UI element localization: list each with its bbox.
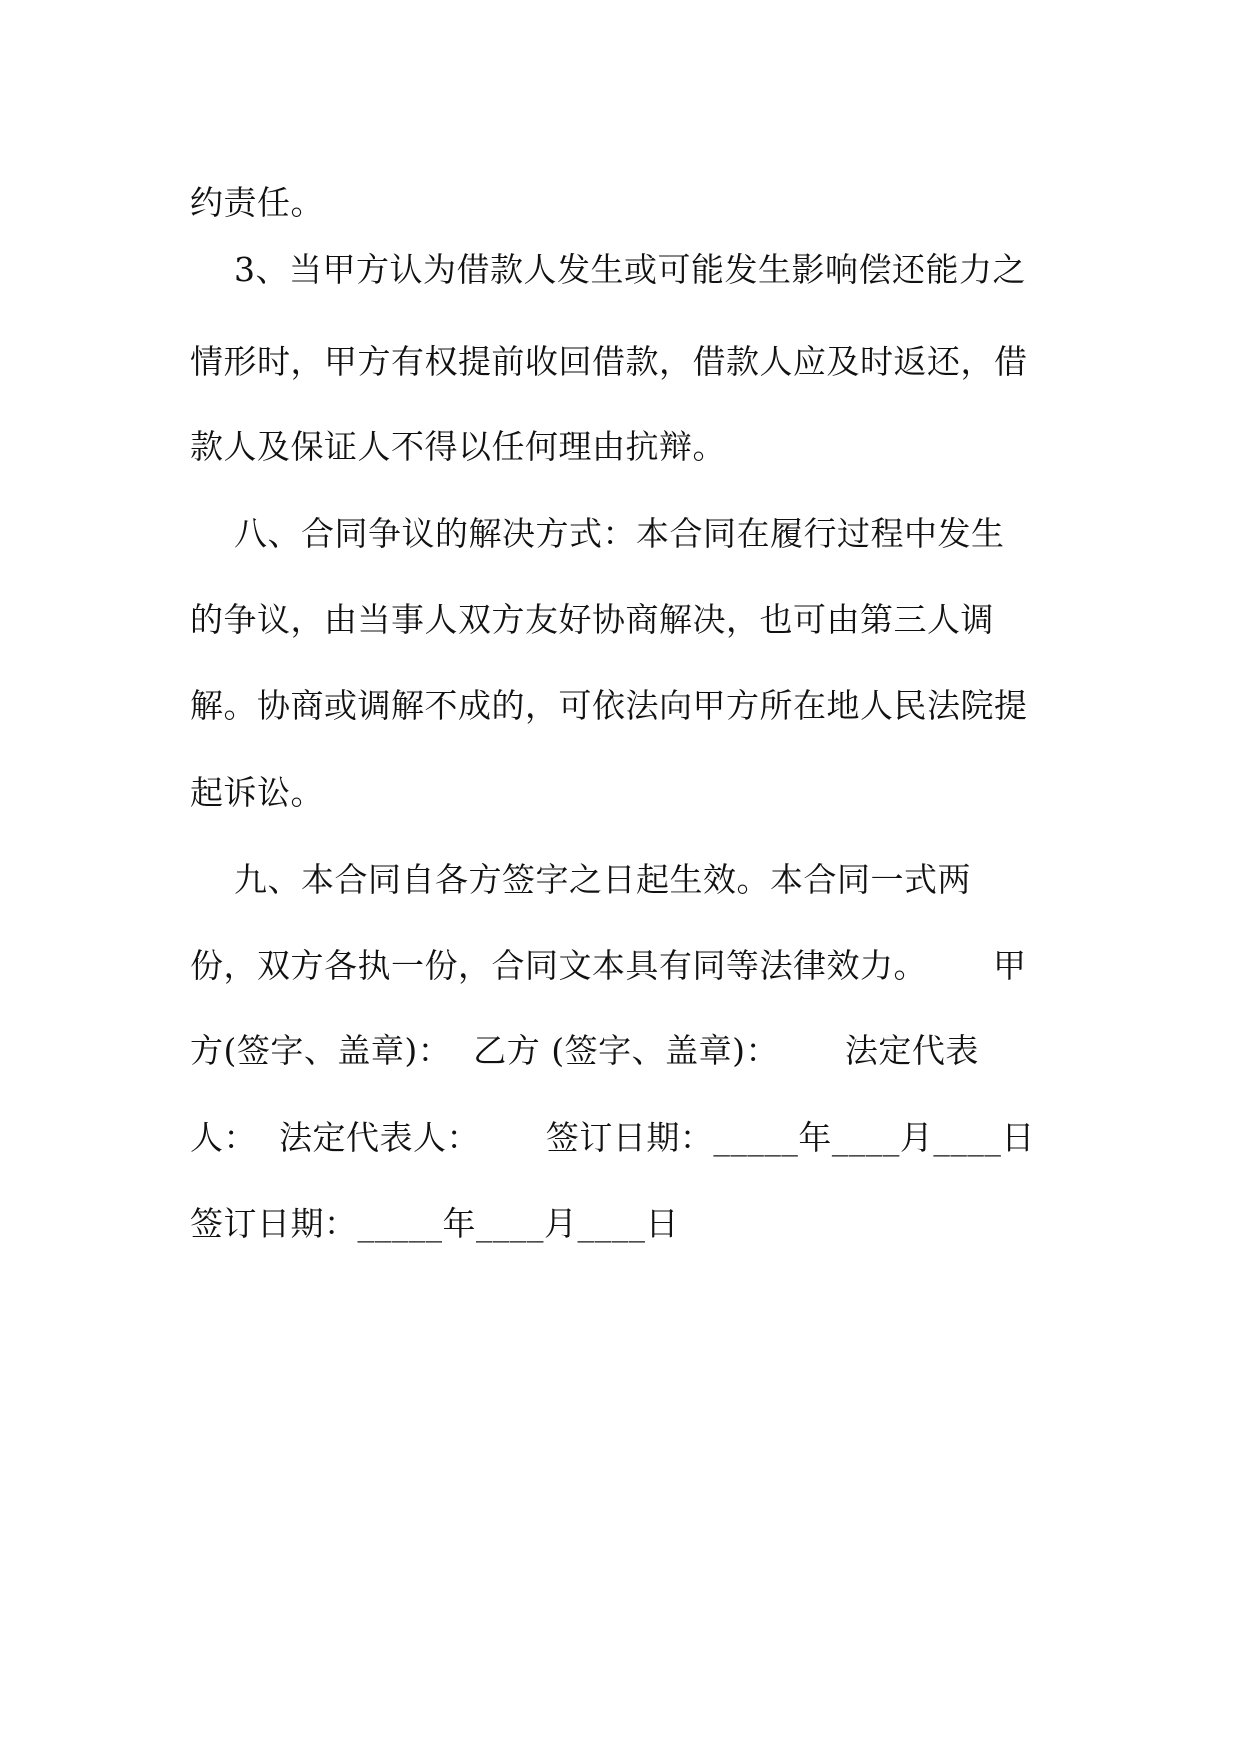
text-line: 八、合同争议的解决方式：本合同在履行过程中发生	[190, 514, 1005, 553]
text-line: 人： 法定代表人： 签订日期：_____年____月____日	[190, 1118, 1035, 1157]
text-line: 约责任。	[190, 183, 324, 222]
text-line: 方(签字、盖章)： 乙方 (签字、盖章)： 法定代表	[190, 1031, 979, 1070]
text-line: 起诉讼。	[190, 773, 324, 812]
text-line: 的争议，由当事人双方友好协商解决，也可由第三人调	[190, 600, 994, 639]
text-line: 份，双方各执一份，合同文本具有同等法律效力。 甲	[190, 946, 1027, 985]
text-line: 九、本合同自各方签字之日起生效。本合同一式两	[190, 860, 971, 899]
text-line: 3、当甲方认为借款人发生或可能发生影响偿还能力之	[190, 250, 1026, 289]
text-line: 款人及保证人不得以任何理由抗辩。	[190, 427, 726, 466]
text-line: 情形时，甲方有权提前收回借款，借款人应及时返还，借	[190, 342, 1028, 381]
text-line: 签订日期：_____年____月____日	[190, 1204, 679, 1243]
text-line: 解。协商或调解不成的，可依法向甲方所在地人民法院提	[190, 686, 1028, 725]
